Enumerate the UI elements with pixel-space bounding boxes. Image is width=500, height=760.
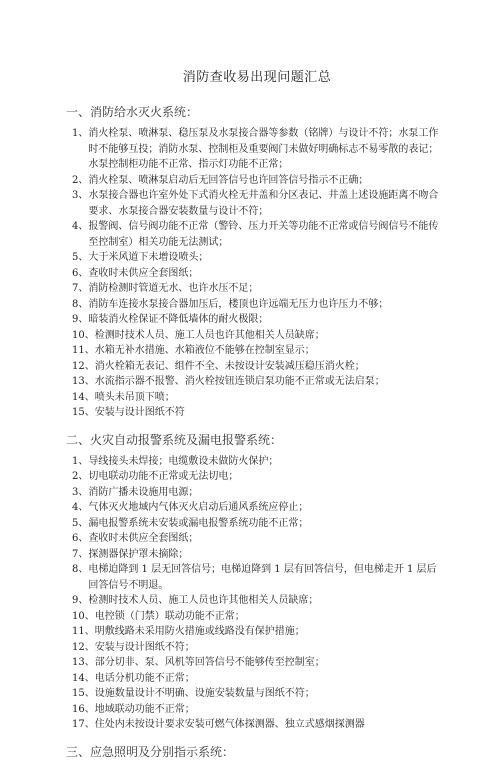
item-text: 气体灭火地域内气体灭火启动后通风系统应停止； bbox=[88, 502, 309, 513]
list-item bbox=[72, 516, 442, 532]
document-body bbox=[66, 103, 442, 760]
list-item bbox=[72, 500, 442, 516]
item-number: 13、 bbox=[72, 376, 95, 387]
item-number: 15、 bbox=[72, 407, 95, 418]
item-text: 查收时未供应全套图纸； bbox=[88, 533, 199, 544]
list-item bbox=[72, 126, 442, 173]
item-text: 暗装消火栓保证不降低墙体的耐火极限； bbox=[88, 314, 269, 325]
section-list bbox=[72, 126, 442, 421]
item-number: 12、 bbox=[72, 360, 95, 372]
item-number: 10、 bbox=[72, 329, 95, 341]
item-number: 11、 bbox=[72, 345, 95, 356]
list-item bbox=[72, 312, 442, 328]
item-text: 消火栓泵、喷淋泵、稳压泵及水泵接合器等参数（铭牌）与设计不符；水泵工作时不能够互投；消防水泵、控制柜及重要阀门未做好明确标志不易零散的表记；水泵控制柜功能不正常、指示灯功能不正常； bbox=[88, 128, 439, 170]
item-number: 13、 bbox=[72, 657, 95, 668]
item-number: 2、 bbox=[72, 174, 89, 186]
item-text: 电梯迫降到 1 层无回答信号；电梯迫降到 1 层有回答信号，但电梯走开 1 层后回答信号不明退。 bbox=[88, 564, 437, 591]
item-text: 漏电报警系统未安装或漏电报警系统功能不正常； bbox=[88, 517, 309, 529]
item-number: 8、 bbox=[72, 298, 89, 310]
section-heading: 二、火灾自动报警系统及漏电报警系统： bbox=[66, 432, 283, 447]
item-text: 导线接头未焊接；电缆敷设未做防火保护； bbox=[88, 455, 279, 467]
list-item bbox=[72, 609, 442, 625]
list-item bbox=[72, 562, 442, 593]
item-number: 14、 bbox=[72, 391, 95, 403]
list-item bbox=[72, 624, 442, 640]
list-item bbox=[72, 390, 442, 406]
list-item bbox=[72, 717, 442, 733]
item-text: 大于米风道下未增设喷头； bbox=[88, 252, 209, 263]
item-number: 4、 bbox=[72, 221, 89, 232]
item-number: 12、 bbox=[72, 641, 95, 653]
item-text: 切电联动功能不正常或无法切电； bbox=[88, 471, 239, 482]
item-number: 9、 bbox=[72, 595, 89, 606]
item-number: 16、 bbox=[72, 703, 95, 715]
item-number: 14、 bbox=[72, 672, 95, 684]
item-number: 2、 bbox=[72, 471, 89, 482]
list-item bbox=[72, 188, 442, 219]
list-item bbox=[72, 454, 442, 470]
item-number: 3、 bbox=[72, 486, 89, 498]
item-text: 报警阀、信号阀功能不正常（警铃、压力开关等功能不正常或信号阀信号不能传至控制室）相关功能无法测试； bbox=[88, 221, 439, 248]
list-item bbox=[72, 405, 442, 421]
item-text: 水泵接合器也许室外处下式消火栓无井盖和分区表记、井盖上述设施距离不吻合要求、水泵接合器安装数量与设计不符； bbox=[88, 190, 439, 217]
list-item bbox=[72, 219, 442, 250]
list-item bbox=[72, 655, 442, 671]
section-heading: 三、应急照明及分别指示系统： bbox=[66, 744, 235, 759]
list-item bbox=[72, 281, 442, 297]
list-item bbox=[72, 640, 442, 656]
list-item bbox=[72, 531, 442, 547]
item-number: 1、 bbox=[72, 455, 89, 467]
item-text: 住处内未按设计要求安装可燃气体探测器、独立式感烟探测器 bbox=[94, 719, 365, 730]
item-number: 6、 bbox=[72, 533, 89, 544]
item-text: 检测时技术人员、施工人员也许其他相关人员缺席； bbox=[94, 329, 325, 341]
item-text: 查收时未供应全套图纸； bbox=[88, 267, 199, 279]
item-text: 探测器保护罩未摘除； bbox=[88, 548, 189, 560]
item-text: 消防广播未设施用电源； bbox=[88, 486, 199, 498]
item-text: 水流指示器不报警、消火栓按钮连锁启泵功能不正常或无法启泵； bbox=[94, 376, 385, 387]
list-item bbox=[72, 593, 442, 609]
item-text: 地域联动功能不正常； bbox=[94, 703, 195, 715]
item-number: 17、 bbox=[72, 719, 95, 730]
item-number: 8、 bbox=[72, 564, 89, 575]
item-number: 15、 bbox=[72, 688, 95, 699]
item-number: 10、 bbox=[72, 610, 95, 622]
item-text: 明敷线路未采用防火措施或线路没有保护措施； bbox=[94, 626, 305, 637]
section-list bbox=[72, 454, 442, 733]
item-number: 7、 bbox=[72, 548, 89, 560]
item-number: 5、 bbox=[72, 252, 89, 263]
item-text: 消防检测时管道无水、也许水压不足； bbox=[88, 283, 259, 294]
list-item bbox=[72, 469, 442, 485]
item-text: 检测时技术人员、施工人员也许其他相关人员缺席； bbox=[88, 595, 319, 606]
item-text: 消火栓泵、喷淋泵启动后无回答信号也许回答信号指示不正确； bbox=[88, 174, 369, 186]
section-heading: 一、消防给水灭火系统： bbox=[66, 105, 199, 119]
item-text: 喷头未吊顶下喷； bbox=[94, 391, 175, 403]
item-number: 9、 bbox=[72, 314, 89, 325]
list-item bbox=[72, 297, 442, 313]
list-item bbox=[72, 686, 442, 702]
item-text: 水箱无补水措施、水箱液位不能够在控制室显示； bbox=[94, 345, 315, 356]
list-item bbox=[72, 374, 442, 390]
item-text: 安装与设计图纸不符； bbox=[94, 641, 195, 653]
list-item bbox=[72, 266, 442, 282]
list-item bbox=[72, 547, 442, 563]
list-item bbox=[72, 702, 442, 718]
list-item bbox=[72, 328, 442, 344]
item-text: 消防车连接水泵接合器加压后，楼顶也许远端无压力也许压力不够； bbox=[88, 298, 389, 310]
item-number: 7、 bbox=[72, 283, 89, 294]
item-number: 6、 bbox=[72, 267, 89, 279]
list-item bbox=[72, 485, 442, 501]
list-item bbox=[72, 671, 442, 687]
item-text: 电话分机功能不正常； bbox=[94, 672, 195, 684]
item-number: 4、 bbox=[72, 502, 89, 513]
item-number: 5、 bbox=[72, 517, 89, 529]
item-number: 3、 bbox=[72, 190, 89, 201]
item-text: 消火栓箱无表记、组件不全、未按设计安装减压稳压消火栓； bbox=[94, 360, 365, 372]
item-text: 电控锁（门禁）联动功能不正常； bbox=[94, 610, 245, 622]
list-item bbox=[72, 343, 442, 359]
item-number: 11、 bbox=[72, 626, 95, 637]
document-title: 消防查收易出现问题汇总 bbox=[182, 70, 332, 85]
list-item bbox=[72, 173, 442, 189]
item-text: 设施数量设计不明确、设施安装数量与图纸不符； bbox=[94, 688, 315, 699]
item-text: 部分切非、泵、风机等回答信号不能够传至控制室； bbox=[94, 657, 325, 668]
item-number: 1、 bbox=[72, 128, 89, 139]
item-text: 安装与设计图纸不符 bbox=[94, 407, 185, 418]
list-item bbox=[72, 359, 442, 375]
list-item bbox=[72, 250, 442, 266]
